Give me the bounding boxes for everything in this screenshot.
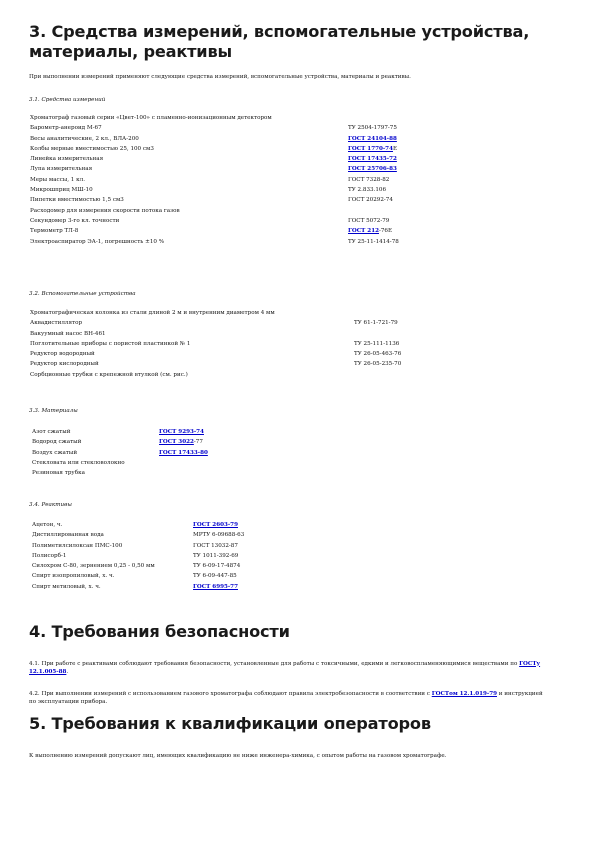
item-name: Дистиллированная вода [32,532,104,539]
materials-table [32,427,309,478]
item-name: Стекловата или стекловолокно [32,459,125,466]
item-spec: ТУ 6-09-17-4874 [193,563,241,570]
item-spec [348,226,548,236]
item-name: Барометр-анероид М-67 [30,125,102,132]
standard-link[interactable]: ГОСТ 17435-72 [348,156,397,163]
measuring-instruments-table [30,113,548,247]
item-name: Поглотительные приборы с пористой пластинкой № 1 [30,340,191,347]
standard-link[interactable]: ГОСТ 2603-79 [193,522,238,528]
safety-paragraph-4-1-tail: . [66,668,69,675]
item-name: Хроматографическая колонка из стали длиной 2 м и внутренним диаметром 4 мм [30,310,275,316]
table-row [30,308,554,318]
item-spec [159,437,309,447]
reagents-table [32,520,343,592]
section-3-title-line2: материалы, реактивы [29,42,232,61]
standard-link[interactable]: ГОСТ 6995-77 [193,583,238,590]
item-name: Силохром С-80, зернением 0,25 - 0,50 мм [32,563,155,570]
item-spec: ГОСТ 7328-82 [348,176,390,183]
table-row [30,226,548,236]
table-row [30,206,548,216]
item-spec [354,329,554,339]
gost-12-1-005-88-link[interactable]: ГОСТу 12.1.005-88 [29,660,541,675]
item-name: Спирт изопропиловый, х. ч. [32,573,115,580]
standard-suffix: -76Е [378,228,393,235]
table-row [30,237,548,247]
qualification-paragraph: К выполнению измерений допускают лиц, имеющих квалификацию не ниже инженера-химика, с опытом работы на газовом хроматографе. [29,752,447,759]
item-name: Полиметилсилоксан ПМС-100 [32,542,123,549]
section-3-intro: При выполнении измерений применяют следующие средства измерений, вспомогательные устройства, материалы и реактивы. [29,74,411,80]
item-spec [348,113,548,123]
item-name: Полисорб-1 [32,552,67,559]
table-row [32,520,343,530]
safety-paragraph-4-2-text: 4.2. При выполнении измерений с использованием газового хроматографа соблюдают правила электробезопасности в соответствии с [29,690,432,697]
item-spec [159,468,309,478]
item-spec: ТУ 1011-392-69 [193,552,239,559]
table-row [30,175,548,185]
item-spec: ТУ 26-05-463-76 [354,351,402,358]
item-name: Вакуумный насос ВН-461 [30,330,106,337]
item-spec: ТУ 2.833.106 [348,187,387,194]
subsection-3-4-heading: 3.4. Реактивы [29,502,72,508]
table-row [32,427,309,437]
table-row [30,113,548,123]
subsection-3-1-heading: 3.1. Средства измерений [29,97,106,103]
item-name: Азот сжатый [32,429,71,435]
item-name: Хроматограф газовый серии «Цвет-100» с пламенно-ионизационным детектором [30,115,272,121]
item-name: Лупа измерительная [30,166,93,173]
item-spec: ТУ 6-09-447-85 [193,573,237,580]
subsection-3-2-heading: 3.2. Вспомогательные устройства [29,291,136,297]
section-5-title: 5. Требования к квалификации операторов [29,714,431,733]
table-row [32,541,343,551]
item-spec [159,427,309,437]
section-3 [29,22,574,62]
table-row [30,216,548,226]
table-row [30,185,548,195]
table-row [30,195,548,205]
table-row [30,349,554,359]
item-name: Секундомер 3-го кл. точности [30,217,120,224]
standard-link[interactable]: ГОСТ 212 [348,228,379,235]
safety-paragraph-4-1-text: 4.1. При работе с реактивами соблюдают требования безопасности, установленные для работы с токсичными, едкими и легковоспламеняющимися веществами по [29,660,520,667]
standard-link[interactable]: ГОСТ 9293-74 [159,429,204,435]
auxiliary-devices-table [30,308,554,380]
table-row [30,359,554,369]
item-spec [354,308,554,318]
item-spec: ТУ 61-1-721-79 [354,320,398,327]
table-row [32,437,309,447]
safety-paragraph-4-1 [29,660,549,676]
table-row [32,468,309,478]
item-name: Ацетон, ч. [32,522,63,528]
item-name: Спирт метиловый, х. ч. [32,583,101,590]
item-spec [348,134,548,144]
table-row [32,582,343,592]
safety-paragraph-4-2 [29,690,549,706]
item-name: Резиновая трубка [32,470,85,477]
item-name: Редуктор водородный [30,351,95,358]
table-row [32,561,343,571]
table-row [30,339,554,349]
item-name: Сорбционные трубки с крепежной втулкой (см. рис.) [30,371,188,378]
safety-paragraph-4-2-tail: и инструкцией по эксплуатации прибора. [29,690,543,705]
item-name: Расходомер для измерения скорости потока газов [30,207,180,214]
table-row [30,134,548,144]
item-name: Воздух сжатый [32,449,78,456]
item-spec: ГОСТ 5072-79 [348,217,390,224]
standard-link[interactable]: ГОСТ 17433-80 [159,449,208,456]
item-name: Линейка измерительная [30,156,104,163]
item-spec: ГОСТ 20292-74 [348,197,393,204]
item-spec: ТУ 25-11-1414-78 [348,238,399,245]
item-name: Весы аналитические, 2 кл., ВЛА-200 [30,135,139,142]
table-row [30,370,554,380]
table-row [30,164,548,174]
item-name: Колбы мерные вместимостью 25, 100 см3 [30,145,154,152]
table-row [30,329,554,339]
item-name: Электроаспиратор ЭА-1, погрешность ±10 % [30,238,165,245]
table-row [30,318,554,328]
standard-suffix: -77 [193,439,203,446]
item-name: Водород сжатый [32,439,82,446]
section-4-title: 4. Требования безопасности [29,622,290,641]
item-spec [159,448,309,458]
table-row [32,551,343,561]
section-3-title-line1: 3. Средства измерений, вспомогательные устройства, [29,22,530,41]
table-row [30,154,548,164]
item-spec [193,582,343,592]
item-spec: ТУ 26-05-235-70 [354,361,402,368]
standard-link[interactable]: ГОСТ 24104-88 [348,135,397,142]
item-spec: ТУ 25-111-1136 [354,340,400,347]
item-name: Меры массы, 1 кл. [30,176,85,183]
item-name: Термометр ТЛ-8 [30,228,79,235]
section-3-title [29,22,574,62]
item-spec: МРТУ 6-09688-63 [193,532,245,539]
table-row [30,144,548,154]
item-spec [159,458,309,468]
item-name: Пипетки вместимостью 1,5 см3 [30,197,124,204]
item-name: Микрошприц МШ-10 [30,187,93,194]
gost-12-1-019-79-link[interactable]: ГОСТом 12.1.019-79 [431,690,497,697]
table-row [32,530,343,540]
item-name: Редуктор кислородный [30,361,99,368]
item-spec [193,520,343,530]
item-spec [348,154,548,164]
standard-link[interactable]: ГОСТ 25706-83 [348,166,397,173]
item-spec: ТУ 2504-1797-75 [348,125,397,132]
standard-suffix: Е [392,145,398,152]
table-row [32,571,343,581]
table-row [32,448,309,458]
item-spec [348,144,548,154]
item-spec [348,164,548,174]
item-name: Аквадистиллятор [30,320,83,327]
table-row [32,458,309,468]
item-spec: ГОСТ 13032-87 [193,542,238,549]
item-spec [354,370,554,380]
standard-link[interactable]: ГОСТ 1770-74 [348,145,393,152]
standard-link[interactable]: ГОСТ 3022 [159,439,194,446]
table-row [30,123,548,133]
subsection-3-3-heading: 3.3. Материалы [29,408,78,414]
item-spec [348,206,548,216]
